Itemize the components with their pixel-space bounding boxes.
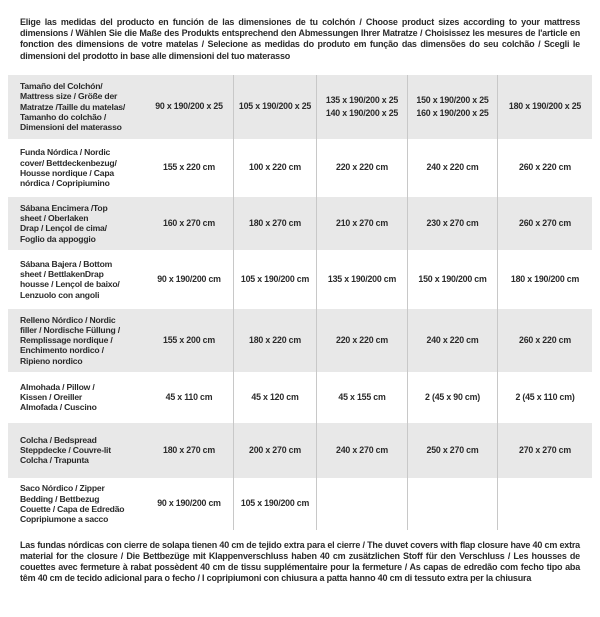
size-value: 180 x 190/200 cm xyxy=(510,273,580,284)
size-value: 90 x 190/200 x 25 xyxy=(155,101,223,112)
size-value: 180 x 270 cm xyxy=(163,444,215,455)
size-cell xyxy=(497,139,592,197)
product-label-line: Bedding / Bettbezug xyxy=(20,493,100,504)
size-cell xyxy=(497,372,592,423)
size-cell xyxy=(316,139,407,197)
size-value: 220 x 220 cm xyxy=(336,162,388,173)
size-value: 100 x 220 cm xyxy=(249,162,301,173)
size-value: 2 (45 x 90 cm) xyxy=(425,391,480,402)
product-label xyxy=(8,423,145,478)
size-value: 45 x 120 cm xyxy=(251,391,299,402)
size-cell xyxy=(145,423,233,478)
size-value: 180 x 270 cm xyxy=(249,217,301,228)
size-cell xyxy=(145,139,233,197)
size-value: 150 x 190/200 x 25 xyxy=(416,94,489,105)
size-value: 105 x 190/200 x 25 xyxy=(238,101,312,112)
size-cell xyxy=(233,309,316,372)
size-cell xyxy=(497,423,592,478)
product-label-line: Funda Nórdica / Nordic xyxy=(20,147,111,158)
product-label-line: Dimensioni del materasso xyxy=(20,122,122,133)
size-value: 90 x 190/200 cm xyxy=(157,498,221,509)
size-value: 155 x 200 cm xyxy=(163,334,215,345)
size-value: 105 x 190/200 cm xyxy=(240,273,310,284)
size-cell xyxy=(497,250,592,309)
size-cell xyxy=(407,139,497,197)
product-label-line: Mattress size / Größe der xyxy=(20,91,118,102)
size-cell xyxy=(407,309,497,372)
product-label-line: Matratze /Taille du matelas/ xyxy=(20,101,126,112)
size-value: 180 x 220 cm xyxy=(249,334,301,345)
size-cell xyxy=(233,139,316,197)
size-value: 45 x 110 cm xyxy=(165,391,213,402)
product-label-line: housse / Lençol de baixo/ xyxy=(20,279,120,290)
size-value: 160 x 270 cm xyxy=(163,217,215,228)
size-value: 155 x 220 cm xyxy=(163,162,215,173)
table-row xyxy=(8,250,592,309)
size-value: 210 x 270 cm xyxy=(336,217,388,228)
size-cell xyxy=(316,478,407,530)
size-value: 2 (45 x 110 cm) xyxy=(515,391,575,402)
size-value: 45 x 155 cm xyxy=(338,391,386,402)
table-row xyxy=(8,423,592,478)
size-cell xyxy=(407,197,497,250)
size-cell xyxy=(316,372,407,423)
size-cell xyxy=(316,423,407,478)
size-cell xyxy=(145,197,233,250)
product-label xyxy=(8,309,145,372)
size-cell xyxy=(497,478,592,530)
size-cell xyxy=(145,250,233,309)
size-value: 150 x 190/200 cm xyxy=(418,273,487,284)
product-label-line: Kissen / Oreiller xyxy=(20,392,83,403)
size-value: 220 x 220 cm xyxy=(336,334,388,345)
product-label-line: Colcha / Trapunta xyxy=(20,455,89,466)
size-table xyxy=(8,75,592,530)
size-cell xyxy=(233,250,316,309)
product-label xyxy=(8,139,145,197)
product-label-line: Drap / Lençol de cima/ xyxy=(20,223,107,234)
size-value: 135 x 190/200 x 25 xyxy=(325,94,399,105)
product-label-line: Tamanho do colchão / xyxy=(20,111,107,122)
product-label-line: filler / Nordische Füllung / xyxy=(20,324,120,335)
product-label-line: Couette / Capa de Edredão xyxy=(20,503,125,514)
size-value: 240 x 270 cm xyxy=(336,444,388,455)
size-cell xyxy=(316,75,407,139)
size-value: 200 x 270 cm xyxy=(249,444,301,455)
product-label-line: Relleno Nórdico / Nordic xyxy=(20,314,116,325)
size-cell xyxy=(407,478,497,530)
size-cell xyxy=(233,372,316,423)
product-label-line: Tamaño del Colchón/ xyxy=(20,81,103,92)
product-label xyxy=(8,197,145,250)
product-label-line: Enchimento nordico / xyxy=(20,345,104,356)
size-cell xyxy=(407,372,497,423)
product-label-line: Lenzuolo con angoli xyxy=(20,289,100,300)
product-label-line: Almofada / Cuscino xyxy=(20,402,97,413)
size-cell xyxy=(233,423,316,478)
size-value: 90 x 190/200 cm xyxy=(157,273,221,284)
size-cell xyxy=(497,75,592,139)
product-label xyxy=(8,75,145,139)
instructions-text: Elige las medidas del producto en función de las dimensiones de tu colchón / Choose product sizes according to your mattress dimensions / Wählen Sie die Maße des Produkts entsprechend den Abmessungen Ihrer Matratze / Choisissez les mesures de l'article en fonction des dimensions de votre matelas / Selecione as medidas do produto em função das dimensões do seu colchão / Scegli le dimensioni del prodotto in base alle dimensioni del tuo materasso xyxy=(20,17,580,61)
product-label-line: Saco Nórdico / Zipper xyxy=(20,483,105,494)
table-row xyxy=(8,372,592,423)
size-cell xyxy=(407,250,497,309)
product-label-line: nórdica / Copripiumino xyxy=(20,178,110,189)
size-cell xyxy=(233,478,316,530)
size-cell xyxy=(145,75,233,139)
product-label-line: sheet / BettlakenDrap xyxy=(20,269,104,280)
flap-closure-note: Las fundas nórdicas con cierre de solapa tienen 40 cm de tejido extra para el cierre / The duvet covers with flap closure have 40 cm extra material for the closure / Die Bettbezüge mit Klappenverschluss haben 40 cm zusätzlichen Stoff für den Verschluss / Les housses de couettes avec fermeture à rabat possèdent 40 cm de tissu supplémentaire pour la fermeture / As capas de edredão com fecho tipo aba têm 40 cm de tecido adicional para o fecho / I copripiumoni con chiusura a patta hanno 40 cm di tessuto extra per la chiusura xyxy=(20,539,580,584)
size-value: 260 x 220 cm xyxy=(519,334,571,345)
size-value: 260 x 270 cm xyxy=(519,217,571,228)
product-label xyxy=(8,478,145,530)
size-cell xyxy=(407,423,497,478)
product-label-line: Sábana Encimera /Top xyxy=(20,202,108,213)
size-cell xyxy=(407,75,497,139)
product-label-line: Steppdecke / Couvre-lit xyxy=(20,445,111,456)
table-row xyxy=(8,478,592,530)
table-row xyxy=(8,197,592,250)
product-label xyxy=(8,372,145,423)
product-label-line: Housse nordique / Capa xyxy=(20,167,114,178)
size-value: 135 x 190/200 cm xyxy=(327,273,397,284)
product-label xyxy=(8,250,145,309)
size-value: 105 x 190/200 cm xyxy=(240,498,310,509)
size-cell xyxy=(497,197,592,250)
size-cell xyxy=(233,75,316,139)
size-value: 240 x 220 cm xyxy=(426,162,479,173)
size-cell xyxy=(316,250,407,309)
size-value: 260 x 220 cm xyxy=(519,162,571,173)
product-label-line: Ripieno nordico xyxy=(20,355,83,366)
product-label-line: cover/ Bettdeckenbezug/ xyxy=(20,157,117,168)
size-value: 140 x 190/200 x 25 xyxy=(325,107,399,118)
size-value: 160 x 190/200 x 25 xyxy=(416,107,489,118)
product-label-line: Almohada / Pillow / xyxy=(20,381,95,392)
size-value: 270 x 270 cm xyxy=(519,444,571,455)
size-cell xyxy=(145,309,233,372)
product-label-line: Remplissage nordique / xyxy=(20,335,113,346)
product-label-line: Sábana Bajera / Bottom xyxy=(20,258,113,269)
size-value: 250 x 270 cm xyxy=(426,444,479,455)
product-label-line: Foglio da appoggio xyxy=(20,233,96,244)
size-cell xyxy=(497,309,592,372)
table-row xyxy=(8,75,592,139)
size-cell xyxy=(316,197,407,250)
size-cell xyxy=(145,372,233,423)
size-cell xyxy=(316,309,407,372)
size-cell xyxy=(233,197,316,250)
product-label-line: sheet / Oberlaken xyxy=(20,213,89,224)
size-value: 240 x 220 cm xyxy=(426,334,479,345)
size-value: 180 x 190/200 x 25 xyxy=(508,101,582,112)
table-row xyxy=(8,309,592,372)
table-row xyxy=(8,139,592,197)
product-label-line: Copripiumone a sacco xyxy=(20,514,109,525)
size-value: 230 x 270 cm xyxy=(426,217,479,228)
product-label-line: Colcha / Bedspread xyxy=(20,434,97,445)
size-cell xyxy=(145,478,233,530)
